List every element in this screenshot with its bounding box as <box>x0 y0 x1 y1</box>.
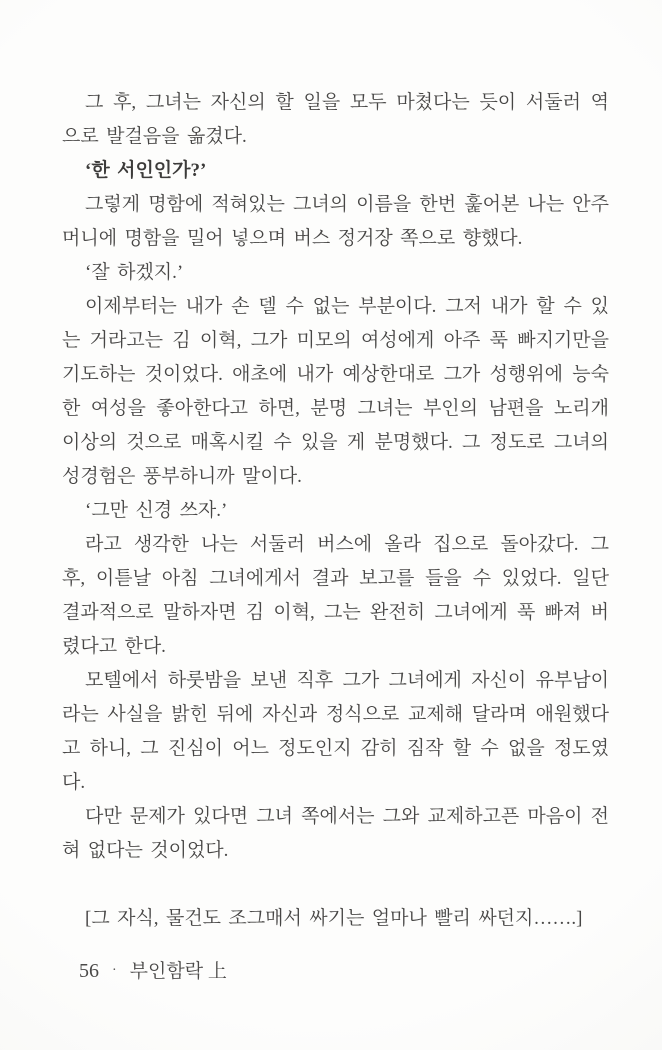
text-line: 모텔에서 하룻밤을 보낸 직후 그가 그녀에게 자신이 유부남이 <box>85 670 609 691</box>
inner-thought-line: ‘그만 신경 쓰자.’ <box>85 500 228 521</box>
text-line: 후, 이튿날 아침 그녀에게서 결과 보고를 들을 수 있었다. 일단 <box>62 568 609 589</box>
text-line: 머니에 명함을 밀어 넣으며 버스 정거장 쪽으로 향했다. <box>62 228 523 249</box>
footer-separator-dot: · <box>112 963 117 978</box>
text-line: 라는 사실을 밝힌 뒤에 자신과 정식으로 교제해 달라며 애원했다 <box>62 704 609 725</box>
text-line: 성경험은 풍부하니까 말이다. <box>62 466 302 487</box>
inner-thought-line: ‘잘 하겠지.’ <box>85 262 184 283</box>
text-line: 이제부터는 내가 손 델 수 없는 부분이다. 그저 내가 할 수 있 <box>85 296 609 317</box>
text-line: 다만 문제가 있다면 그녀 쪽에서는 그와 교제하고픈 마음이 전 <box>85 806 609 827</box>
text-line: 다. <box>62 772 86 793</box>
text-line: 라고 생각한 나는 서둘러 버스에 올라 집으로 돌아갔다. 그 <box>85 534 609 555</box>
text-line: 고 하니, 그 진심이 어느 정도인지 감히 짐작 할 수 없을 정도였 <box>62 738 609 759</box>
text-line: 렸다고 한다. <box>62 636 166 657</box>
text-line: 이상의 것으로 매혹시킬 수 있을 게 분명했다. 그 정도로 그녀의 <box>62 432 609 453</box>
aside-bracket-line: [그 자식, 물건도 조그매서 싸기는 얼마나 빨리 싸던지…….] <box>85 908 583 929</box>
text-line: 혀 없다는 것이었다. <box>62 840 229 861</box>
text-line: 으로 발걸음을 옮겼다. <box>62 126 247 147</box>
text-line: 그 후, 그녀는 자신의 할 일을 모두 마쳤다는 듯이 서둘러 역 <box>85 92 609 113</box>
blank-line <box>62 868 609 902</box>
body-text <box>62 86 609 936</box>
page-number: 56 <box>79 960 99 982</box>
text-line: 는 거라고는 김 이혁, 그가 미모의 여성에게 아주 푹 빠지기만을 <box>62 330 609 351</box>
text-line: 기도하는 것이었다. 애초에 내가 예상한대로 그가 성행위에 능숙 <box>62 364 609 385</box>
book-title: 부인함락 上 <box>129 961 227 982</box>
page-footer <box>79 956 227 983</box>
inner-thought-line: ‘한 서인인가?’ <box>85 160 207 181</box>
text-line: 한 여성을 좋아한다고 하면, 분명 그녀는 부인의 남편을 노리개 <box>62 398 609 419</box>
text-line: 결과적으로 말하자면 김 이혁, 그는 완전히 그녀에게 푹 빠져 버 <box>62 602 609 623</box>
text-line: 그렇게 명함에 적혀있는 그녀의 이름을 한번 훑어본 나는 안주 <box>85 194 609 215</box>
